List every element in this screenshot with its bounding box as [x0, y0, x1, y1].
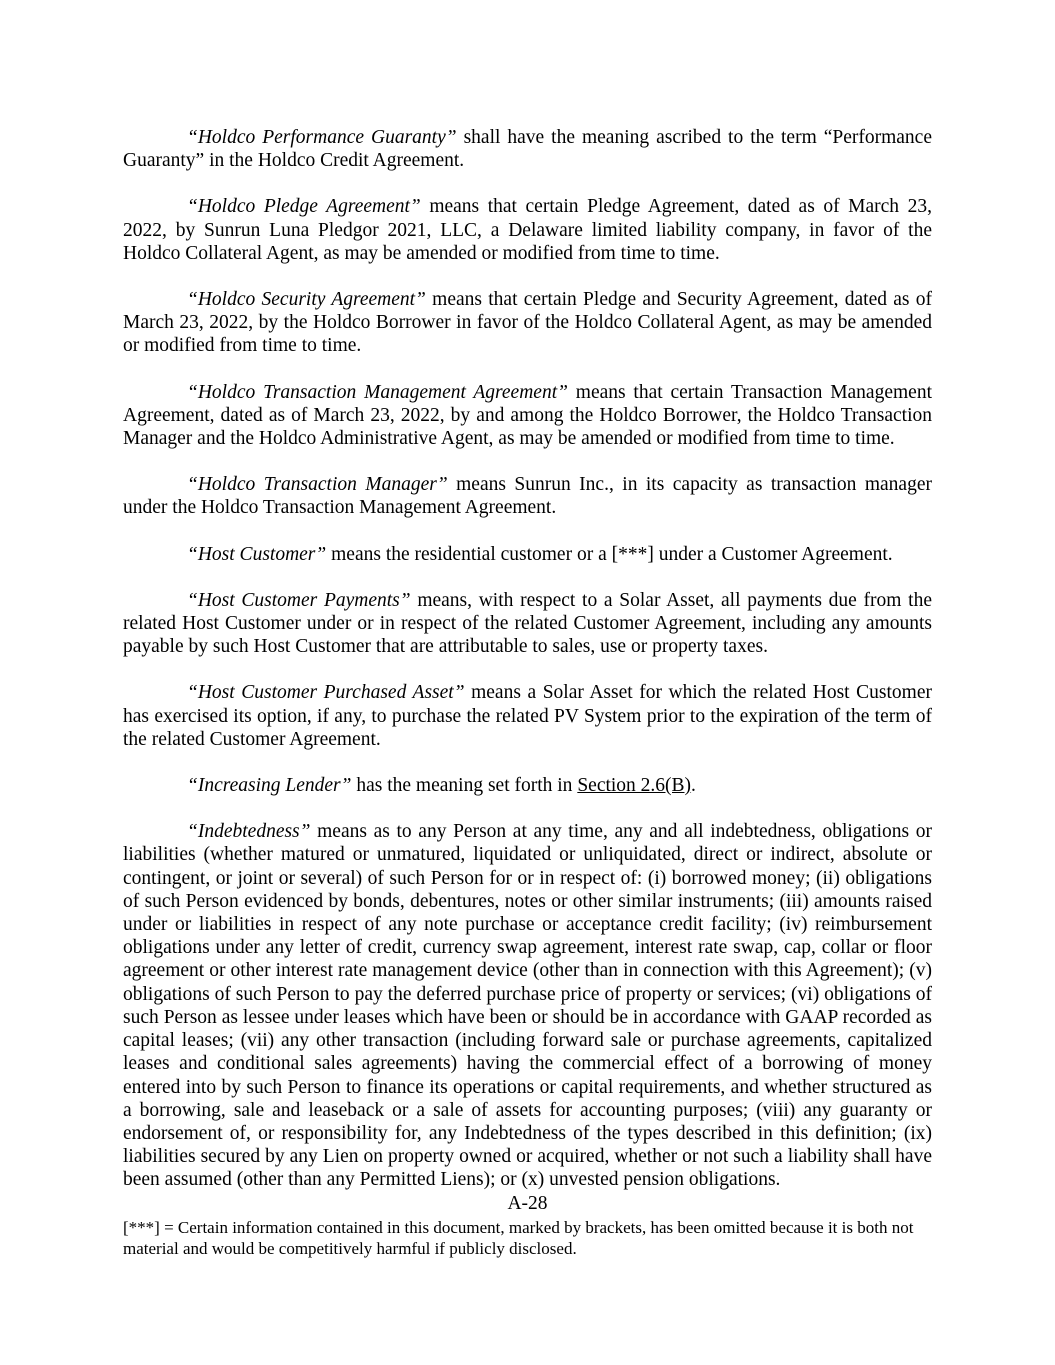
definition-paragraph-holdco-performance-guaranty: [123, 126, 932, 172]
page-number: A-28: [507, 1192, 548, 1214]
defined-term: “Host Customer Purchased Asset”: [187, 682, 465, 704]
definition-body: means Sunrun Inc., in its capacity as transaction manager under the Holdco Transaction Management Agreement.: [123, 474, 932, 519]
definition-body: shall have the meaning ascribed to the term “Performance Guaranty” in the Holdco Credit Agreement.: [123, 127, 932, 172]
definition-body: means that certain Transaction Management Agreement, dated as of March 23, 2022, by and among the Holdco Borrower, the Holdco Transaction Manager and the Holdco Administrative Agent, as may be amended or modified from time to time.: [123, 381, 932, 450]
definition-paragraph-holdco-security-agreement: [123, 288, 932, 358]
defined-term: “Holdco Security Agreement”: [187, 289, 426, 311]
definition-paragraph-holdco-transaction-management-agreement: [123, 381, 932, 451]
definitions-section: [123, 126, 932, 1192]
defined-term: “Holdco Pledge Agreement”: [187, 196, 421, 218]
definition-paragraph-host-customer: [123, 543, 932, 566]
definition-paragraph-holdco-pledge-agreement: [123, 195, 932, 265]
definition-paragraph-host-customer-purchased-asset: [123, 681, 932, 751]
definition-paragraph-host-customer-payments: [123, 589, 932, 659]
section-cross-reference: Section 2.6(B): [577, 775, 692, 797]
definition-body: means as to any Person at any time, any and all indebtedness, obligations or liabilities (whether matured or unmatured, liquidated or unliquidated, direct or indirect, absolute or contingent, or joint or several) of such Person for or in respect of: (i) borrowed money; (ii) obligations of such Person evidenced by bonds, debentures, notes or other similar instruments; (iii) amounts raised under or liabilities in respect of any note purchase or acceptance credit facility; (iv) reimbursement obligations under any letter of credit, currency swap agreement, interest rate swap, cap, collar or floor agreement or other interest rate management device (other than in connection with this Agreement); (v) obligations of such Person to pay the deferred purchase price of property or services; (vi) obligations of such Person as lessee under leases which have been or should be in accordance with GAAP recorded as capital leases; (vii) any other transaction (including forward sale or purchase agreements, capitalized leases and conditional sales agreements) having the commercial effect of a borrowing of money entered into by such Person to finance its operations or capital requirements, and whether structured as a borrowing, sale and leaseback or a sale of assets for accounting purposes; (viii) any guaranty or endorsement of, or responsibility for, any Indebtedness of the types described in this definition; (ix) liabilities secured by any Lien on property owned or acquired, whether or not such a liability shall have been assumed (other than any Permitted Liens); or (x) unvested pension obligations.: [123, 821, 932, 1191]
defined-term: “Indebtedness”: [187, 821, 311, 843]
definition-paragraph-indebtedness: [123, 820, 932, 1191]
defined-term: “Host Customer Payments”: [187, 589, 411, 611]
defined-term: “Holdco Transaction Manager”: [187, 474, 448, 496]
defined-term: “Holdco Performance Guaranty”: [187, 127, 457, 148]
definition-body: .: [691, 775, 696, 797]
definition-paragraph-increasing-lender: [123, 774, 932, 797]
definition-body: has the meaning set forth in: [351, 775, 578, 797]
confidentiality-footnote: [***] = Certain information contained in this document, marked by brackets, has been omitted because it is both not material and would be competitively harmful if publicly disclosed.: [123, 1217, 914, 1259]
definition-body: means the residential customer or a [***] under a Customer Agreement.: [326, 543, 893, 565]
defined-term: “Host Customer”: [187, 543, 327, 565]
definition-body: means a Solar Asset for which the related Host Customer has exercised its option, if any, to purchase the related PV System prior to the expiration of the term of the related Customer Agreement.: [123, 682, 932, 750]
definition-body: means that certain Pledge and Security Agreement, dated as of March 23, 2022, by the Holdco Borrower in favor of the Holdco Collateral Agent, as may be amended or modified from time to time.: [123, 289, 932, 357]
definition-body: means, with respect to a Solar Asset, all payments due from the related Host Customer under or in respect of the related Customer Agreement, including any amounts payable by such Host Customer that are attributable to sales, use or property taxes.: [123, 589, 932, 658]
defined-term: “Holdco Transaction Management Agreement”: [187, 381, 568, 403]
definition-paragraph-holdco-transaction-manager: [123, 473, 932, 519]
defined-term: “Increasing Lender”: [187, 775, 352, 797]
definition-body: means that certain Pledge Agreement, dated as of March 23, 2022, by Sunrun Luna Pledgor 2021, LLC, a Delaware limited liability company, in favor of the Holdco Collateral Agent, as may be amended or modified from time to time.: [123, 196, 932, 264]
